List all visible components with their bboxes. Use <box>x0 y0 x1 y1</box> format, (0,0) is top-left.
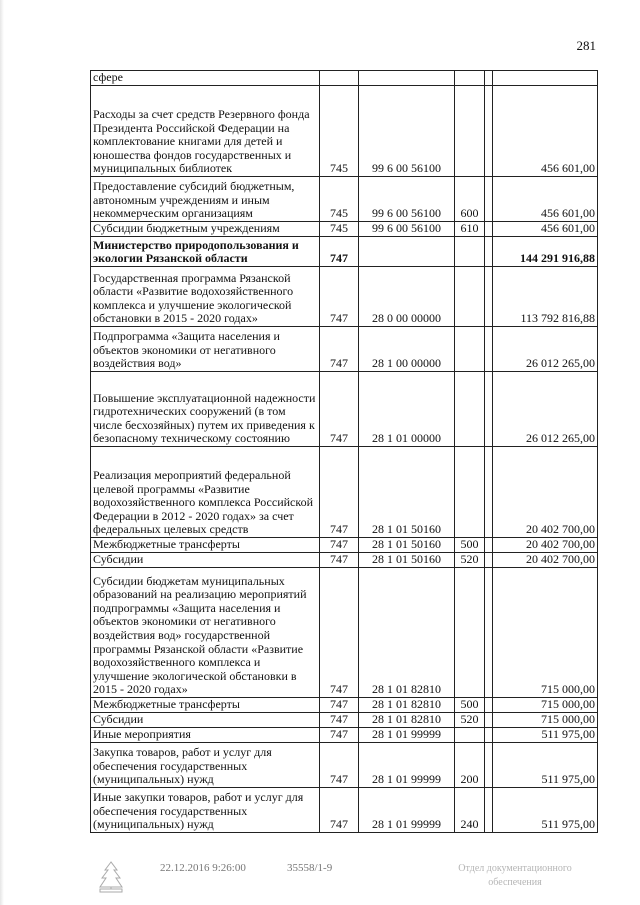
row-gr-cell: 747 <box>320 728 359 743</box>
row-name-cell: Предоставление субсидий бюджетным, автономным учреждениям и иным некоммерческим организациям <box>91 177 320 222</box>
row-code-cell: 28 1 01 99999 <box>359 788 455 833</box>
row-sum-cell: 113 792 816,88 <box>493 267 598 327</box>
row-vr-cell: 200 <box>455 743 485 788</box>
row-gr-cell: 747 <box>320 538 359 553</box>
row-gap-cell <box>485 372 493 447</box>
row-code-cell: 28 1 01 99999 <box>359 728 455 743</box>
row-sum-cell: 511 975,00 <box>493 728 598 743</box>
stamp-line-2: обеспечения <box>488 877 542 888</box>
table-row <box>91 71 598 86</box>
row-gr-cell <box>320 71 359 86</box>
row-gap-cell <box>485 267 493 327</box>
row-sum-cell: 144 291 916,88 <box>493 237 598 267</box>
row-sum-cell: 20 402 700,00 <box>493 538 598 553</box>
row-name-cell: Закупка товаров, работ и услуг для обеспечения государственных (муниципальных) нужд <box>91 743 320 788</box>
table-row <box>91 788 598 833</box>
row-sum-cell: 20 402 700,00 <box>493 447 598 538</box>
row-sum-cell: 715 000,00 <box>493 713 598 728</box>
row-gr-cell: 745 <box>320 222 359 237</box>
row-gr-cell: 747 <box>320 372 359 447</box>
row-vr-cell <box>455 568 485 698</box>
row-name-cell: Министерство природопользования и экологии Рязанской области <box>91 237 320 267</box>
row-vr-cell <box>455 447 485 538</box>
row-gr-cell: 747 <box>320 698 359 713</box>
row-gr-cell: 745 <box>320 86 359 177</box>
row-sum-cell: 456 601,00 <box>493 86 598 177</box>
row-gap-cell <box>485 788 493 833</box>
row-gap-cell <box>485 713 493 728</box>
row-sum-cell: 20 402 700,00 <box>493 553 598 568</box>
table-row <box>91 553 598 568</box>
row-gap-cell <box>485 86 493 177</box>
row-name-cell: Субсидии бюджетам муниципальных образований на реализацию мероприятий подпрограммы «Защита населения и объектов экономики от негативного воздействия вод» государственной программы Рязанской области «Развитие водохозяйственного комплекса и улучшение экологической обстановки в 2015 - 2020 годах» <box>91 568 320 698</box>
row-code-cell: 99 6 00 56100 <box>359 222 455 237</box>
row-code-cell: 28 1 01 82810 <box>359 698 455 713</box>
row-vr-cell <box>455 237 485 267</box>
row-vr-cell: 520 <box>455 713 485 728</box>
row-name-cell: Межбюджетные трансферты <box>91 698 320 713</box>
row-vr-cell <box>455 327 485 372</box>
row-gr-cell: 747 <box>320 447 359 538</box>
row-gr-cell: 747 <box>320 237 359 267</box>
row-vr-cell: 240 <box>455 788 485 833</box>
row-gr-cell: 747 <box>320 788 359 833</box>
row-vr-cell <box>455 267 485 327</box>
table-row <box>91 372 598 447</box>
row-code-cell: 99 6 00 56100 <box>359 177 455 222</box>
row-vr-cell: 500 <box>455 538 485 553</box>
row-code-cell: 28 1 01 00000 <box>359 372 455 447</box>
row-gr-cell: 747 <box>320 327 359 372</box>
table-row <box>91 743 598 788</box>
row-gap-cell <box>485 222 493 237</box>
row-vr-cell <box>455 372 485 447</box>
row-name-cell: Повышение эксплуатационной надежности гидротехнических сооружений (в том числе бесхозяйных) путем их приведения к безопасному техническому состоянию <box>91 372 320 447</box>
row-vr-cell <box>455 728 485 743</box>
row-gap-cell <box>485 447 493 538</box>
row-gap-cell <box>485 71 493 86</box>
row-vr-cell: 500 <box>455 698 485 713</box>
row-vr-cell <box>455 86 485 177</box>
table-row <box>91 713 598 728</box>
footer-document-code: 35558/1-9 <box>287 862 333 874</box>
registration-stamp <box>440 862 590 890</box>
row-code-cell: 28 1 01 82810 <box>359 713 455 728</box>
table-row <box>91 728 598 743</box>
page-number: 281 <box>576 38 596 53</box>
row-name-cell: Иные закупки товаров, работ и услуг для обеспечения государственных (муниципальных) нужд <box>91 788 320 833</box>
row-code-cell: 28 1 00 00000 <box>359 327 455 372</box>
row-name-cell: Подпрограмма «Защита населения и объектов экономики от негативного воздействия вод» <box>91 327 320 372</box>
table-row <box>91 538 598 553</box>
table-row <box>91 86 598 177</box>
row-sum-cell: 26 012 265,00 <box>493 372 598 447</box>
table-row <box>91 177 598 222</box>
row-gap-cell <box>485 553 493 568</box>
row-code-cell: 28 1 01 82810 <box>359 568 455 698</box>
row-name-cell: Расходы за счет средств Резервного фонда Президента Российской Федерации на комплектование книгами для детей и юношества фондов государственных и муниципальных библиотек <box>91 86 320 177</box>
row-gap-cell <box>485 728 493 743</box>
row-name-cell: Иные мероприятия <box>91 728 320 743</box>
row-vr-cell: 520 <box>455 553 485 568</box>
row-sum-cell: 511 975,00 <box>493 788 598 833</box>
row-gap-cell <box>485 743 493 788</box>
row-code-cell <box>359 71 455 86</box>
row-code-cell: 28 1 01 50160 <box>359 538 455 553</box>
row-sum-cell: 456 601,00 <box>493 177 598 222</box>
row-code-cell: 28 0 00 00000 <box>359 267 455 327</box>
page-footer <box>0 860 640 900</box>
row-sum-cell <box>493 71 598 86</box>
row-sum-cell: 511 975,00 <box>493 743 598 788</box>
stamp-line-1: Отдел документационного <box>458 863 572 874</box>
row-code-cell: 28 1 01 50160 <box>359 553 455 568</box>
row-sum-cell: 715 000,00 <box>493 568 598 698</box>
table-row <box>91 267 598 327</box>
row-vr-cell <box>455 71 485 86</box>
row-gap-cell <box>485 327 493 372</box>
row-gap-cell <box>485 538 493 553</box>
row-gr-cell: 747 <box>320 743 359 788</box>
footer-timestamp: 22.12.2016 9:26:00 <box>160 862 246 874</box>
row-name-cell: Реализация мероприятий федеральной целевой программы «Развитие водохозяйственного комплекса Российской Федерации в 2012 - 2020 годах» за счет федеральных целевых средств <box>91 447 320 538</box>
row-code-cell: 28 1 01 50160 <box>359 447 455 538</box>
budget-table <box>90 70 598 833</box>
row-gap-cell <box>485 698 493 713</box>
row-vr-cell: 610 <box>455 222 485 237</box>
row-gr-cell: 747 <box>320 568 359 698</box>
row-name-cell: Субсидии <box>91 713 320 728</box>
row-name-cell: Межбюджетные трансферты <box>91 538 320 553</box>
row-gr-cell: 747 <box>320 553 359 568</box>
row-code-cell: 28 1 01 99999 <box>359 743 455 788</box>
row-code-cell <box>359 237 455 267</box>
row-name-cell: Субсидии <box>91 553 320 568</box>
row-name-cell: Государственная программа Рязанской области «Развитие водохозяйственного комплекса и улучшение экологической обстановки в 2015 - 2020 годах» <box>91 267 320 327</box>
row-sum-cell: 26 012 265,00 <box>493 327 598 372</box>
table-row <box>91 698 598 713</box>
row-sum-cell: 456 601,00 <box>493 222 598 237</box>
row-gr-cell: 747 <box>320 713 359 728</box>
row-name-cell: сфере <box>91 71 320 86</box>
scan-edge-shadow <box>0 0 4 905</box>
emblem-icon <box>96 860 126 896</box>
row-gap-cell <box>485 237 493 267</box>
row-vr-cell: 600 <box>455 177 485 222</box>
row-name-cell: Субсидии бюджетным учреждениям <box>91 222 320 237</box>
row-gr-cell: 745 <box>320 177 359 222</box>
table-row <box>91 222 598 237</box>
table-row <box>91 237 598 267</box>
row-code-cell: 99 6 00 56100 <box>359 86 455 177</box>
row-gr-cell: 747 <box>320 267 359 327</box>
table-row <box>91 447 598 538</box>
table-row <box>91 327 598 372</box>
row-gap-cell <box>485 568 493 698</box>
budget-table-body <box>91 71 598 833</box>
row-gap-cell <box>485 177 493 222</box>
row-sum-cell: 715 000,00 <box>493 698 598 713</box>
table-row <box>91 568 598 698</box>
